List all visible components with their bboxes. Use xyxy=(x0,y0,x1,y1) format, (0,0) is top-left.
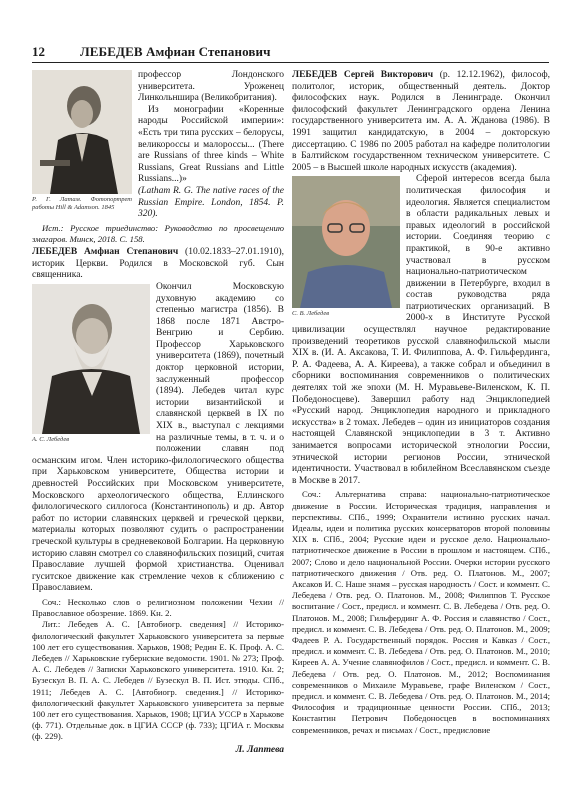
page-header xyxy=(32,44,549,63)
latham-text-c: (Latham R. G. The native races of the Russian Empire. London, 1854. P. 320). xyxy=(138,185,284,220)
lebedev-a-caption: А. С. Лебедев xyxy=(32,435,70,443)
latham-text-b: Из монографии «Коренные народы Российской империи»: «Есть три типа русских – белорусы, великороссы и малороссы... (There are Russians of three kinds – White Russians, Great Russians and Little Russians...)» xyxy=(138,104,284,185)
lebedev-a-author: Л. Лаптева xyxy=(235,744,284,755)
latham-portrait xyxy=(32,70,132,194)
lebedev-a-figure xyxy=(32,284,150,444)
latham-source: Ист.: Русское триединство: Руководство по просвещению змагаров. Минск, 2018. С. 158. xyxy=(32,222,284,244)
lebedev-a-heading: ЛЕБЕДЕВ Амфиан Степанович xyxy=(32,247,179,258)
lebedev-s-works: Соч.: Альтернатива справа: национально-патриотическое движение в России. Историческая традиция, направления и перспективы. СПб., 1999; Охранители истинно русских начал. Идеалы, идеи и политика русских консерваторов второй половины XIX в. СПб., 2004; Русские идеи и русское дело. Национально-патриотическое движение в России в прошлом и настоящем. СПб., 2007; Слово и дело национальной России. Очерки истории русского патриотического движения / Отв. ред. О. Платонов. М., 2007; Аксаков И. С. Наше знамя – русская народность / Сост. и коммент. С. Лебедева / Отв. ред. О. Платонов. М., 2008; Филиппов Т. Русское воспитание / Сост., предисл. и коммент. С. В. Лебедева / Отв. ред. О. Платонов. М., 2008; Гильфердинг А. Ф. Россия и славянство / Сост., предисл. и коммент. С. В. Лебедева / Отв. ред. О. Платонов. М., 2009; Фадеев Р. А. Государственный порядок. Россия и Кавказ / Сост., предисл. и коммент. С. В. Лебедева / Отв. ред. О. Платонов. М., 2010; Киреев А. А. Учение славянофилов / Сост., предисл. и коммент. С. В. Лебедева / Отв. ред. О. Платонов. М., 2012; Воспоминания современников о Михаиле Муравьеве, графе Виленском / Сост., предисл. и коммент. С. В. Лебедева / Отв. ред. О. Платонов. М., 2014; Философия и традиционные ценности России. СПб., 2013; Константин Петрович Победоносцев в воспоминаниях современников, речах и письмах / Сост., предисловие xyxy=(292,489,550,735)
page-number: 12 xyxy=(32,44,45,59)
latham-caption: Р. Г. Латам. Фотопортрет работы Hill & Adamson. 1845 xyxy=(32,196,132,211)
lebedev-s-figure xyxy=(292,176,400,318)
lebedev-a-body: Окончил Московскую духовную академию со степенью магистра (1856). В 1868 после 1871 Австро-Венгрию и Сербию. Профессор Харьковского университета (1869), почетный доктор церковной истории, заслуженный профессор (1894). Лебедев читал курс истории византийской и славянской церквей в IX по XIX в., выступал с лекциями на различные темы, в т. ч. и о положении славян под османским игом. Член историко-филологического общества при Харьковском университете, Общества истории и древностей Российских при Московском университете, Московского археологического общества, Еллинского филологического силлогоса (Константинополь) и др. Автор работ по истории славянских церквей и греческой церкви, материалы которых позволяют судить о распространении греческой культуры в средневековой Болгарии. На церковную историю славян смотрел со славянофильских позиций, считая Православие лучшей формой христианства. Оценивал гуситское движение как стремление чехов к сближению с Православием. xyxy=(32,281,284,594)
lebedev-s-portrait xyxy=(292,176,400,308)
left-column xyxy=(32,70,284,756)
lebedev-a-entry-intro xyxy=(32,247,284,282)
lebedev-s-heading: ЛЕБЕДЕВ Сергей Викторович xyxy=(292,70,434,80)
right-column xyxy=(292,70,550,736)
lebedev-a-intro: (10.02.1833–27.01.1910), историк Церкви. Родился в Московской губ. Сын священника. xyxy=(32,247,285,281)
lebedev-s-entry-intro xyxy=(292,70,550,174)
lebedev-s-intro: (р. 12.12.1962), философ, политолог, историк, общественный деятель. Доктор философских наук. Родился в Ленинграде. Окончил философский факультет Ленинградского ордена Ленина государственного университета им. А. А. Жданова (1986). В 1991 защитил кандидатскую, в 2004 – докторскую диссертацию. С 1986 по 2005 работал на кафедре политологии в Балтийском государственном техническом университете. С 2005 – в Высшей школе народных искусств (академия). xyxy=(292,70,550,173)
lebedev-a-works: Соч.: Несколько слов о религиозном положении Чехии // Православное обозрение. 1869. Кн. 2. xyxy=(32,596,284,619)
lebedev-a-portrait xyxy=(32,284,150,434)
latham-text-a: профессор Лондонского университета. Уроженец Линкольншира (Великобритания). xyxy=(138,70,284,104)
running-title: ЛЕБЕДЕВ Амфиан Степанович xyxy=(80,44,271,59)
lebedev-a-lit: Лит.: Лебедев А. С. [Автобиогр. сведения] // Историко-филологический факультет Харьковского университета за первые 100 лет его существования. Харьков, 1908; Редин Е. К. Проф. А. С. Лебедев // Харьковские губернские ведомости. 1901. № 273; Проф. А. С. Лебедев // Записки Харьковского университета. 1910. Кн. 2; Бузескул В. П. А. С. Лебедев // Бузескул В. П. Ист. этюды. СПб., 1911; Лебедев А. С. [Автобиогр. сведения.] // Историко-филологический факультет Харьковского университета за первые 100 лет его существования. Харьков, 1908; ЦГИА УССР в Харькове (ф. 771). Отдельные док. в ЦГИА СССР (ф. 733); ЦГИА г. Москвы (ф. 229). xyxy=(32,619,284,742)
lebedev-s-body: Сферой интересов всегда была политическая философия и идеология. Является специалистом в области радикальных левых и правых идеологий в российской истории. Соединяя теорию с практикой, в 90-е активно участвовал в русском национально-патриотическом движении в Петербурге, входил в состав руководства ряда патриотических организаций. В 2000-х в Институте Русской цивилизации осуществлял научное редактирование произведений теоретиков русской славянофильской мысли XIX в. (И. А. Аксакова, Т. И. Филиппова, А. Ф. Гильфердинга, Р. А. Фадеева, А. А. Киреева), а также собрал и объединил в сборники воспоминания современников о политических деятелях той же эпохи (М. Н. Муравьеве-Виленском, К. П. Победоносцеве). Завершил работу над Энциклопедией «Русский народ. Энциклопедия народного и прикладного искусства» в 2 томах. Лебедев – один из инициаторов создания настоящей Славянской энциклопедии в 3 т. Активно занимается вопросами исторической этнологии России, этнической истории регионов России, этнической идентичности. Участвовал в юбилейном Всеславянском съезде в Москве в 2017. xyxy=(292,174,550,486)
lebedev-s-caption: С. В. Лебедев xyxy=(292,310,330,318)
latham-figure xyxy=(32,70,132,211)
